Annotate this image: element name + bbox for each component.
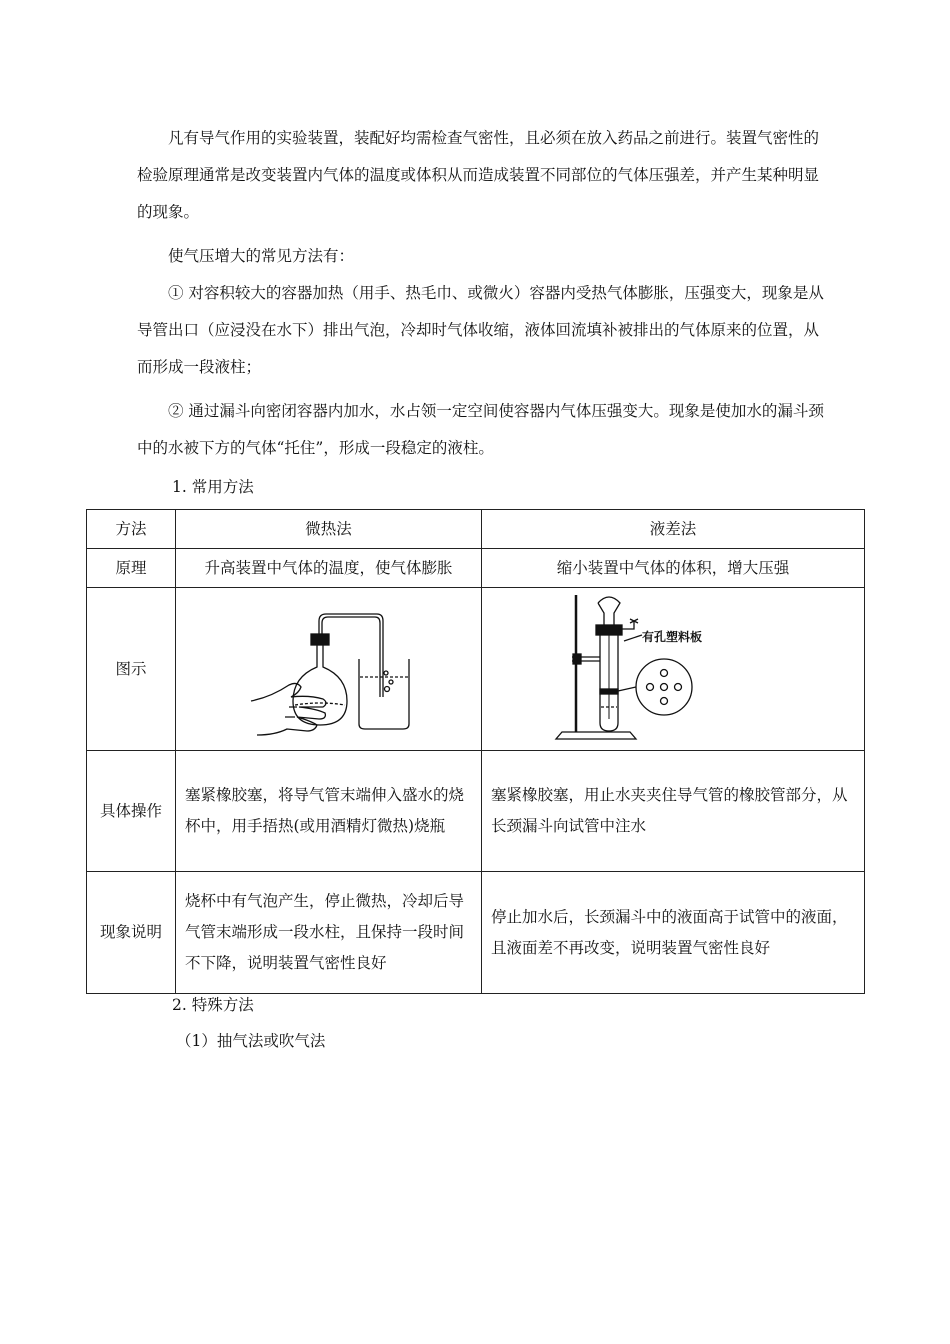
test-tube-stand-illustration [538, 589, 808, 749]
flask-body [293, 644, 347, 725]
intro-paragraph-1: 凡有导气作用的实验装置，装配好均需检查气密性，且必须在放入药品之前进行。装置气密性的检验原理通常是改变装置内气体的温度或体积从而造成装置不同部位的气体压强差，并产生某种明显的现象。 [137, 129, 820, 221]
row-label-principle: 原理 [87, 549, 176, 588]
plate-caption: 有孔塑料板 [642, 630, 703, 644]
methods-table [86, 509, 865, 994]
plate-magnified [636, 659, 692, 715]
operation-heating: 塞紧橡胶塞，将导气管末端伸入盛水的烧杯中，用手捂热(或用酒精灯微热)烧瓶 [176, 751, 482, 872]
stand-base [556, 732, 636, 739]
long-neck-funnel [598, 597, 620, 625]
principle-heating: 升高装置中气体的温度，使气体膨胀 [176, 549, 482, 588]
row-label-phenomenon: 现象说明 [87, 872, 176, 994]
delivery-tube [319, 614, 383, 697]
phenomenon-heating: 烧杯中有气泡产生，停止微热，冷却后导气管末端形成一段水柱，且保持一段时间不下降，说明装置气密性良好 [176, 872, 482, 994]
rubber-stopper [311, 634, 329, 645]
method-paragraph-1: ① 对容积较大的容器加热（用手、热毛巾、或微火）容器内受热气体膨胀，压强变大，现象是从导管出口（应浸没在水下）排出气泡，冷却时气体收缩，液体回流填补被排出的气体原来的位置，从而形成一段液柱； [137, 284, 824, 376]
row-label-figure: 图示 [87, 588, 176, 751]
beaker [359, 659, 409, 729]
flask-beaker-illustration [179, 589, 479, 749]
method-paragraph-2: ② 通过漏斗向密闭容器内加水，水占领一定空间使容器内气体压强变大。现象是使加水的漏斗颈中的水被下方的气体“托住”，形成一段稳定的液柱。 [137, 402, 824, 457]
intro-paragraph-2: 使气压增大的常见方法有： [168, 247, 355, 265]
operation-liquid: 塞紧橡胶塞，用止水夹夹住导气管的橡胶管部分，从长颈漏斗向试管中注水 [482, 751, 865, 872]
figure-liquid-cell [482, 588, 865, 751]
row-label-operation: 具体操作 [87, 751, 176, 872]
principle-liquid: 缩小装置中气体的体积，增大压强 [482, 549, 865, 588]
figure-heating-cell [176, 588, 482, 751]
section-heading-common: 1. 常用方法 [172, 478, 254, 496]
header-method: 方法 [87, 510, 176, 549]
table-header-row [87, 510, 865, 549]
header-liquid-difference-method: 液差法 [482, 510, 865, 549]
table-row-phenomenon [87, 872, 865, 994]
section-heading-special: 2. 特殊方法 [172, 996, 254, 1014]
bubble [384, 687, 389, 692]
table-row-figure [87, 588, 865, 751]
subsection-heading-suction: （1）抽气法或吹气法 [176, 1032, 326, 1050]
hand [251, 683, 326, 735]
table-row-principle [87, 549, 865, 588]
header-heating-method: 微热法 [176, 510, 482, 549]
phenomenon-liquid: 停止加水后，长颈漏斗中的液面高于试管中的液面，且液面差不再改变，说明装置气密性良好 [482, 872, 865, 994]
table-row-operation [87, 751, 865, 872]
